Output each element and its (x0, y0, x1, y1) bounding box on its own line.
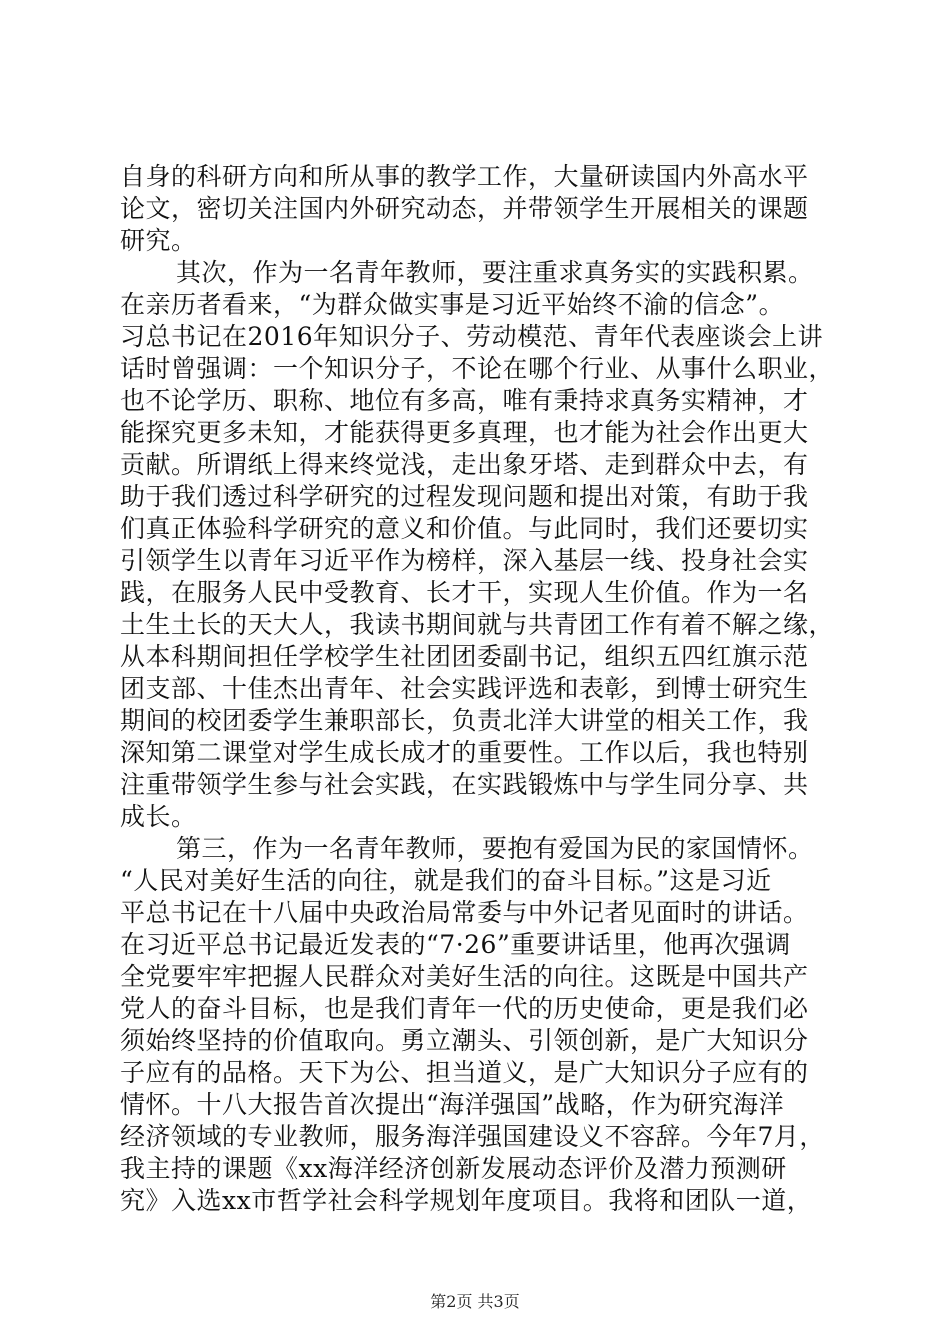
text-line: 引领学生以青年习近平作为榜样，深入基层一线、投身社会实 (120, 546, 809, 575)
text-line: 第三，作为一名青年教师，要抱有爱国为民的家国情怀。 (176, 834, 814, 863)
text-line: 须始终坚持的价值取向。勇立潮头、引领创新，是广大知识分 (120, 1026, 809, 1055)
text-line: 助于我们透过科学研究的过程发现问题和提出对策，有助于我 (120, 482, 809, 511)
text-line: 在习近平总书记最近发表的“7·26”重要讲话里，他再次强调 (120, 930, 791, 959)
text-line: 在亲历者看来，“为群众做实事是习近平始终不渝的信念”。 (120, 290, 785, 319)
body-text (120, 161, 840, 1217)
text-line: 从本科期间担任学校学生社团团委副书记，组织五四红旗示范 (120, 642, 809, 671)
text-line: 期间的校团委学生兼职部长，负责北洋大讲堂的相关工作，我 (120, 706, 809, 735)
text-line: 能探究更多未知，才能获得更多真理，也才能为社会作出更大 (120, 418, 809, 447)
text-line: 深知第二课堂对学生成长成才的重要性。工作以后，我也特别 (120, 738, 809, 767)
text-line: 们真正体验科学研究的意义和价值。与此同时，我们还要切实 (120, 514, 809, 543)
text-line: 土生土长的天大人，我读书期间就与共青团工作有着不解之缘， (120, 610, 835, 639)
text-line: 经济领域的专业教师，服务海洋强国建设义不容辞。今年7月， (120, 1122, 825, 1151)
text-line: 论文，密切关注国内外研究动态，并带领学生开展相关的课题 (120, 194, 809, 223)
text-line: 也不论学历、职称、地位有多高，唯有秉持求真务实精神，才 (120, 386, 809, 415)
text-line: 团支部、十佳杰出青年、社会实践评选和表彰，到博士研究生 (120, 674, 809, 703)
text-line: 贡献。所谓纸上得来终觉浅，走出象牙塔、走到群众中去，有 (120, 450, 809, 479)
text-line: 究》入选xx市哲学社会科学规划年度项目。我将和团队一道， (120, 1186, 813, 1215)
text-line: 话时曾强调：一个知识分子，不论在哪个行业、从事什么职业， (120, 354, 835, 383)
text-line: 党人的奋斗目标，也是我们青年一代的历史使命，更是我们必 (120, 994, 809, 1023)
text-line: 践，在服务人民中受教育、长才干，实现人生价值。作为一名 (120, 578, 809, 607)
page-footer: 第2页 共3页 (430, 1292, 520, 1311)
text-line: 自身的科研方向和所从事的教学工作，大量研读国内外高水平 (120, 162, 809, 191)
text-line: 其次，作为一名青年教师，要注重求真务实的实践积累。 (176, 258, 814, 287)
text-line: 平总书记在十八届中央政治局常委与中外记者见面时的讲话。 (120, 898, 809, 927)
text-line: 成长。 (120, 802, 197, 831)
text-line: 情怀。十八大报告首次提出“海洋强国”战略，作为研究海洋 (120, 1090, 785, 1119)
text-line: 注重带领学生参与社会实践，在实践锻炼中与学生同分享、共 (120, 770, 809, 799)
text-line: 研究。 (120, 226, 197, 255)
text-line: 习总书记在2016年知识分子、劳动模范、青年代表座谈会上讲 (120, 322, 824, 351)
text-line: “人民对美好生活的向往，就是我们的奋斗目标。”这是习近 (120, 866, 772, 895)
text-line: 子应有的品格。天下为公、担当道义，是广大知识分子应有的 (120, 1058, 809, 1087)
text-line: 全党要牢牢把握人民群众对美好生活的向往。这既是中国共产 (120, 962, 809, 991)
text-line: 我主持的课题《xx海洋经济创新发展动态评价及潜力预测研 (120, 1154, 787, 1183)
